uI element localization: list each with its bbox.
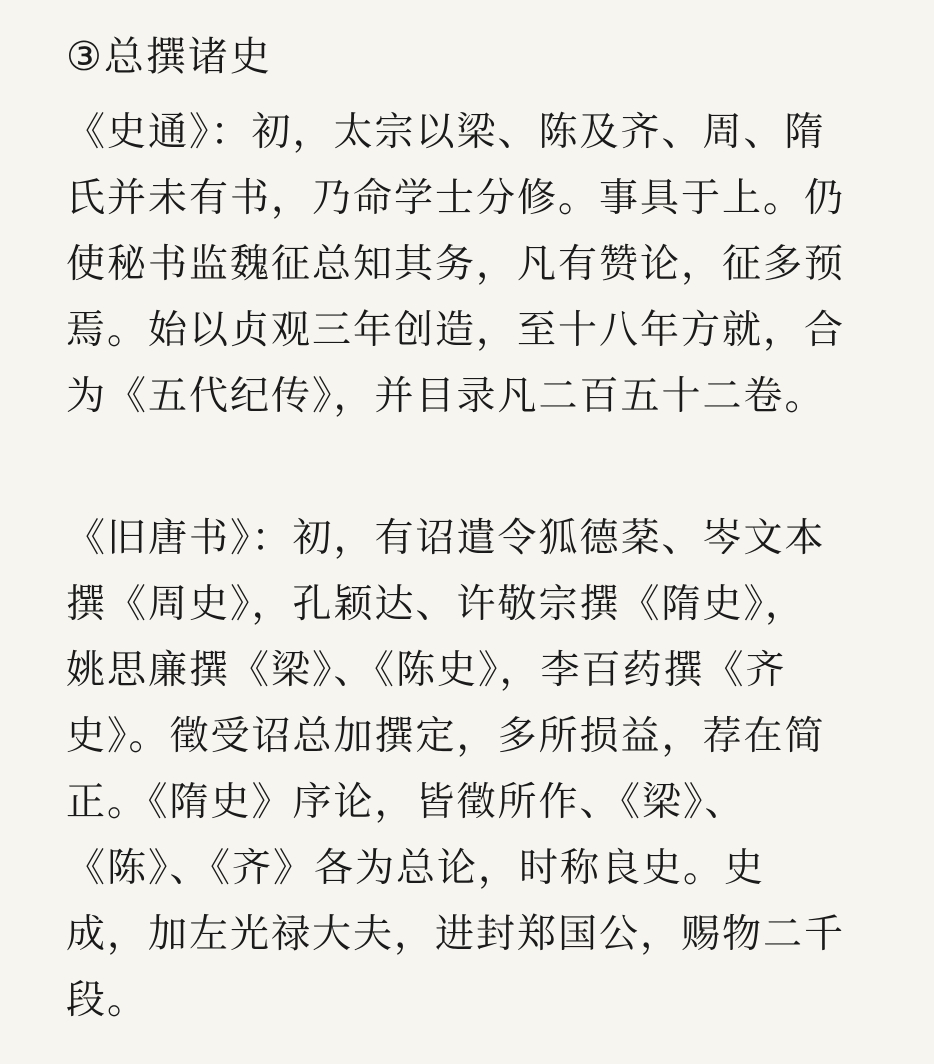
text-line: 段。 — [66, 978, 149, 1023]
text-line: 史》。徵受诏总加撰定，多所损益，荐在简 — [66, 714, 826, 759]
text-line: 使秘书监魏征总知其务，凡有赞论，征多预 — [66, 242, 846, 287]
text-line: 《旧唐书》：初，有诏遣令狐德棻、岑文本 — [66, 516, 826, 561]
text-line: 正。《隋史》序论，皆徵所作、《梁》、 — [66, 780, 746, 825]
text-line: 焉。始以贞观三年创造，至十八年方就，合 — [66, 308, 846, 353]
paragraph-jiutangshu — [66, 506, 868, 1034]
text-line: 姚思廉撰《梁》、《陈史》，李百药撰《齐 — [66, 648, 787, 693]
text-line: 氏并未有书，乃命学士分修。事具于上。仍 — [66, 176, 846, 221]
text-line: 为《五代纪传》，并目录凡二百五十二卷。 — [66, 374, 826, 419]
paragraph-spacer — [66, 430, 868, 506]
text-line: 《陈》、《齐》各为总论，时称良史。史 — [66, 846, 766, 891]
section-heading: ③总撰诸史 — [66, 34, 272, 80]
paragraph-shitong — [66, 100, 868, 430]
text-line: 撰《周史》，孔颖达、许敬宗撰《隋史》， — [66, 582, 807, 627]
text-line: 《史通》：初，太宗以梁、陈及齐、周、隋 — [66, 110, 826, 155]
text-line: 成，加左光禄大夫，进封郑国公，赐物二千 — [66, 912, 846, 957]
